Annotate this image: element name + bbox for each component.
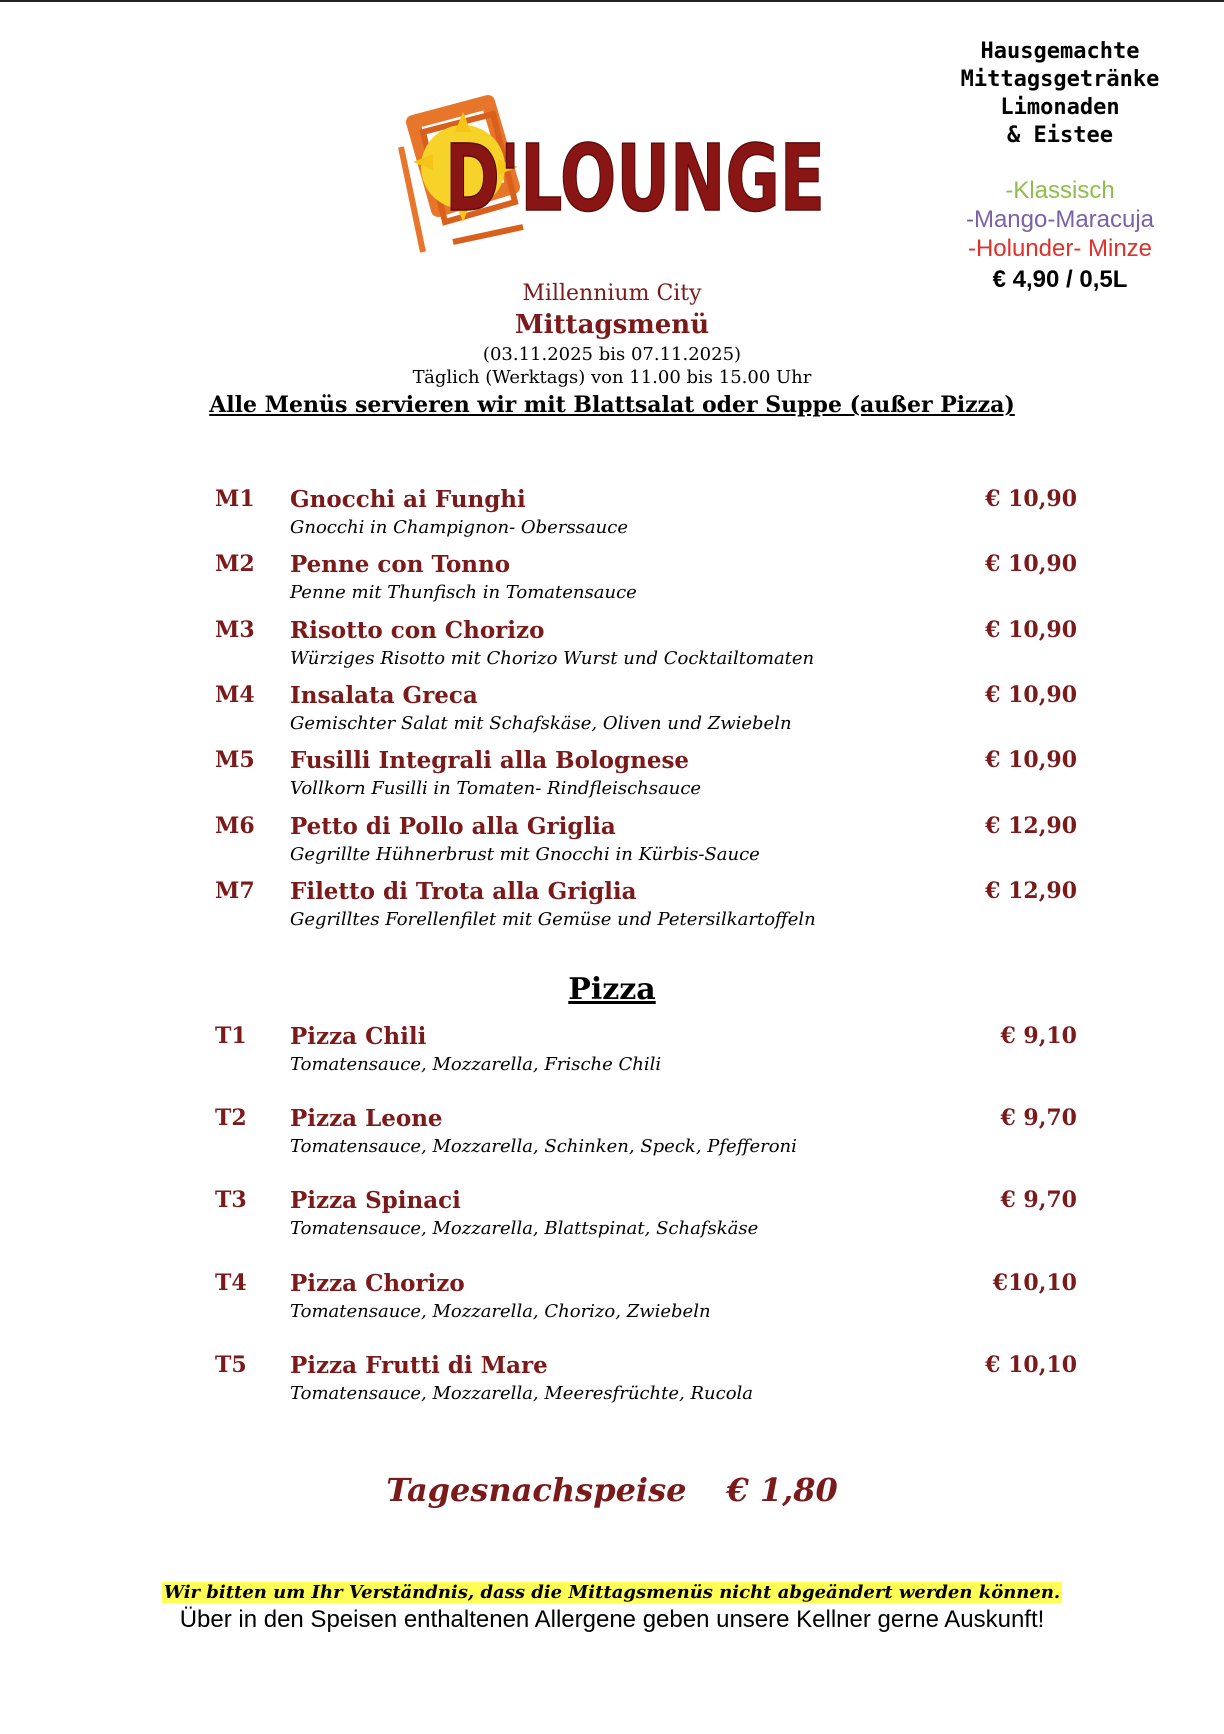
menu-name: Fusilli Integrali alla Bolognese [290,747,690,774]
drinks-title-line-1: Hausgemachte [980,39,1140,64]
menu-desc: Gnocchi in Champignon- Oberssauce [290,517,628,538]
pizza-name: Pizza Chorizo [290,1270,465,1297]
menu-name: Filetto di Trota alla Griglia [290,878,637,905]
page-title: Mittagsmenü [514,310,710,340]
pizza-name: Pizza Spinaci [290,1187,461,1214]
pizza-code: T5 [215,1352,247,1378]
pizza-heading: Pizza [568,972,656,1007]
menu-price: € 10,90 [985,747,1077,773]
location: Millennium City [522,281,702,306]
pizza-name: Pizza Leone [290,1105,443,1132]
menu-price: € 12,90 [985,878,1077,904]
flavor-holunder-minze: -Holunder- Minze [967,235,1153,262]
dlounge-logo [393,92,833,277]
menu-desc: Gemischter Salat mit Schafskäse, Oliven und Zwiebeln [290,713,792,734]
pizza-item-t2 [0,1105,1224,1165]
pizza-desc: Tomatensauce, Mozzarella, Blattspinat, Schafskäse [290,1218,759,1239]
drinks-title-line-2: Mittagsgetränke [960,67,1160,92]
pizza-desc: Tomatensauce, Mozzarella, Chorizo, Zwiebeln [290,1301,711,1322]
menu-item-m7 [0,878,1224,938]
menu-desc: Gegrillte Hühnerbrust mit Gnocchi in Kürbis-Sauce [290,844,760,865]
menu-item-m6 [0,813,1224,873]
flavor-mango-maracuja: -Mango-Maracuja [965,206,1155,233]
menu-code: M4 [215,682,255,708]
dessert-price: € 1,80 [726,1471,838,1509]
pizza-code: T2 [215,1105,247,1131]
pizza-price: €10,10 [992,1270,1077,1296]
pizza-price: € 10,10 [985,1352,1077,1378]
menu-code: M5 [215,747,255,773]
menu-code: M2 [215,551,255,577]
menu-price: € 10,90 [985,617,1077,643]
menu-price: € 10,90 [985,486,1077,512]
menu-desc: Penne mit Thunfisch in Tomatensauce [290,582,637,603]
opening-hours: Täglich (Werktags) von 11.00 bis 15.00 Uhr [412,367,812,388]
menu-code: M1 [215,486,255,512]
pizza-desc: Tomatensauce, Mozzarella, Meeresfrüchte, Rucola [290,1383,754,1404]
menu-name: Penne con Tonno [290,551,511,578]
menu-name: Gnocchi ai Funghi [290,486,526,513]
pizza-code: T3 [215,1187,247,1213]
pizza-price: € 9,70 [1000,1187,1077,1213]
pizza-item-t3 [0,1187,1224,1247]
menu-desc: Gegrilltes Forellenfilet mit Gemüse und Petersilkartoffeln [290,909,816,930]
pizza-price: € 9,70 [1000,1105,1077,1131]
menu-item-m5 [0,747,1224,807]
drinks-title-line-4: & Eistee [1007,123,1113,148]
pizza-code: T4 [215,1270,247,1296]
menu-code: M3 [215,617,255,643]
menu-price: € 10,90 [985,551,1077,577]
pizza-item-t1 [0,1023,1224,1083]
notice-text: Wir bitten um Ihr Verständnis, dass die Mittagsmenüs nicht abgeändert werden können. [163,1582,1061,1603]
pizza-desc: Tomatensauce, Mozzarella, Frische Chili [290,1054,662,1075]
menu-item-m2 [0,551,1224,611]
drinks-title-line-3: Limonaden [1000,95,1120,120]
menu-desc: Vollkorn Fusilli in Tomaten- Rindfleischsauce [290,778,702,799]
salad-soup-note: Alle Menüs servieren wir mit Blattsalat oder Suppe (außer Pizza) [209,392,1015,418]
flavor-klassisch: -Klassisch [1005,177,1115,204]
pizza-price: € 9,10 [1000,1023,1077,1049]
pizza-item-t5 [0,1352,1224,1412]
pizza-name: Pizza Chili [290,1023,427,1050]
menu-item-m1 [0,486,1224,546]
menu-code: M6 [215,813,255,839]
menu-price: € 12,90 [985,813,1077,839]
menu-code: M7 [215,878,255,904]
logo-text: D'LOUNGE [445,125,825,232]
date-range: (03.11.2025 bis 07.11.2025) [482,344,742,365]
pizza-code: T1 [215,1023,247,1049]
pizza-name: Pizza Frutti di Mare [290,1352,548,1379]
menu-name: Petto di Pollo alla Griglia [290,813,616,840]
menu-name: Insalata Greca [290,682,478,709]
menu-name: Risotto con Chorizo [290,617,545,644]
notice-line [0,1582,1224,1603]
menu-desc: Würziges Risotto mit Chorizo Wurst und Cocktailtomaten [290,648,815,669]
top-border-line [0,0,1224,2]
menu-price: € 10,90 [985,682,1077,708]
drinks-box [930,38,1190,294]
pizza-desc: Tomatensauce, Mozzarella, Schinken, Speck, Pfefferoni [290,1136,797,1157]
menu-item-m4 [0,682,1224,742]
pizza-item-t4 [0,1270,1224,1330]
allergen-note: Über in den Speisen enthaltenen Allergene geben unsere Kellner gerne Auskunft! [179,1606,1045,1633]
dessert-label: Tagesnachspeise [386,1471,687,1509]
drinks-price: € 4,90 / 0,5L [992,266,1128,293]
dessert-line [0,1471,1224,1509]
menu-item-m3 [0,617,1224,677]
